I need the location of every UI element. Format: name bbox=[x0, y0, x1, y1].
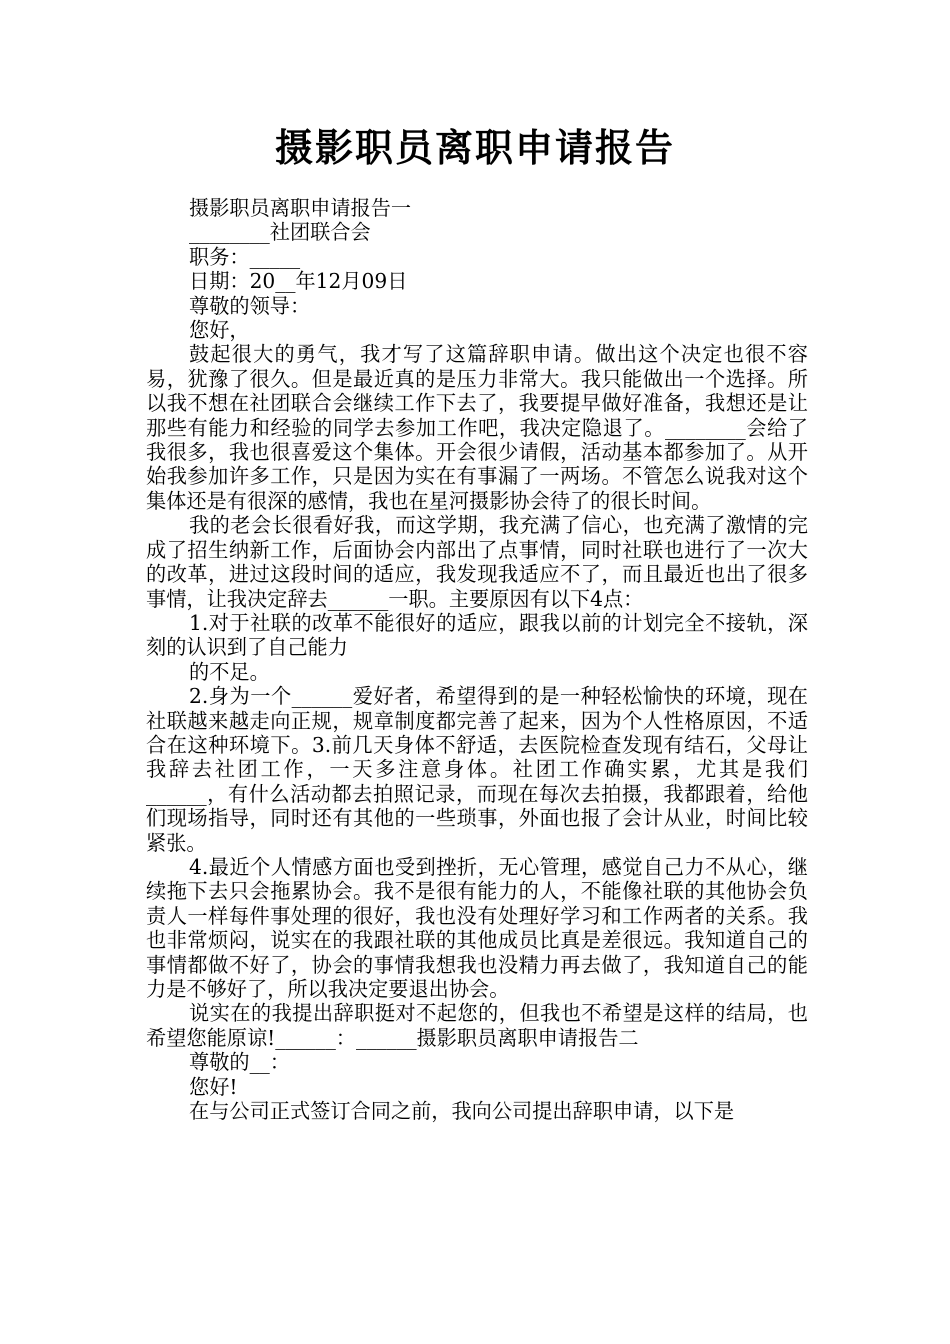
reason-item: 1.对于社联的改革不能很好的适应，跟我以前的计划完全不接轨，深刻的认识到了自己能力 bbox=[146, 610, 808, 660]
greeting: 您好， bbox=[189, 318, 250, 343]
reason-item-continuation: 的不足。 bbox=[189, 659, 270, 684]
body-paragraph: 在与公司正式签订合同之前，我向公司提出辞职申请，以下是 bbox=[189, 1099, 735, 1124]
body-paragraph: 鼓起很大的勇气，我才写了这篇辞职申请。做出这个决定也很不容易，犹豫了很久。但是最近真的是压力非常大。我只能做出一个选择。所以我不想在社团联合会继续工作下去了，我要提早做好准备，我想还是让那些有能力和经验的同学去参加工作吧，我决定隐退了。________会给了我很多，我也很喜爱这个集体。开会很少请假，活动基本都参加了。从开始我参加许多工作，只是因为实在有事漏了一两场。不管怎么说我对这个集体还是有很深的感情，我也在星河摄影协会待了的很长时间。 bbox=[146, 342, 808, 513]
date-line: 日期：20__年12月09日 bbox=[189, 269, 408, 294]
body-paragraph: 说实在的我提出辞职挺对不起您的，但我也不希望是这样的结局，也希望您能原谅!______：______摄影职员离职申请报告二 bbox=[146, 1001, 808, 1050]
document-title: 摄影职员离职申请报告 bbox=[274, 126, 675, 170]
report-heading: 摄影职员离职申请报告一 bbox=[189, 196, 412, 220]
reason-item: 4.最近个人情感方面也受到挫折，无心管理，感觉自己力不从心，继续拖下去只会拖累协会。我不是很有能力的人，不能像社联的其他协会负责人一样每件事处理的很好，我也没有处理好学习和工作两者的关系。我也非常烦闷，说实在的我跟社联的其他成员比真是差很远。我知道自己的事情都做不好了，协会的事情我想我也没精力再去做了，我知道自己的能力是不够好了，所以我决定要退出协会。 bbox=[146, 854, 808, 1001]
position-line: 职务：_____ bbox=[189, 244, 301, 269]
greeting: 您好! bbox=[189, 1074, 238, 1099]
salutation: 尊敬的领导： bbox=[189, 293, 311, 318]
body-paragraph: 我的老会长很看好我，而这学期，我充满了信心，也充满了激情的完成了招生纳新工作，后面协会内部出了点事情，同时社联也进行了一次大的改革，进过这段时间的适应，我发现我适应不了，而且最近也出了很多事情，让我决定辞去______一职。主要原因有以下4点： bbox=[146, 513, 808, 611]
reason-item: 2.身为一个______爱好者，希望得到的是一种轻松愉快的环境，现在社联越来越走向正规，规章制度都完善了起来，因为个人性格原因，不适合在这种环境下。3.前几天身体不舒适，去医院检查发现有结石，父母让我辞去社团工作，一天多注意身体。社团工作确实累，尤其是我们______，有什么活动都去拍照记录，而现在每次去拍摄，我都跟着，给他们现场指导，同时还有其他的一些琐事，外面也报了会计从业，时间比较紧张。 bbox=[146, 684, 808, 855]
organization-line: ________社团联合会 bbox=[189, 220, 371, 245]
salutation: 尊敬的__： bbox=[189, 1050, 290, 1075]
document-body bbox=[146, 196, 808, 1123]
